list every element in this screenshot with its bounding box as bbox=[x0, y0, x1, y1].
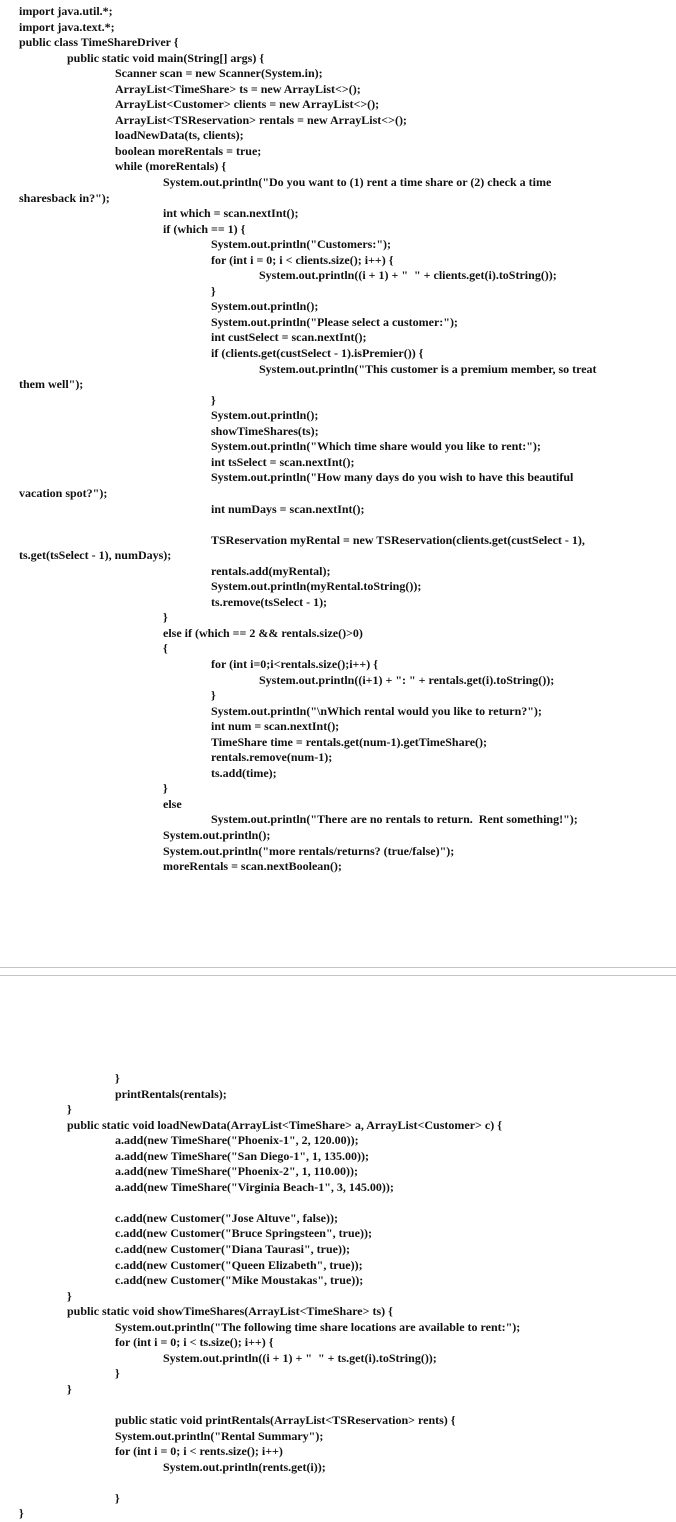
code-line: System.out.println((i + 1) + " " + ts.get(i).toString()); bbox=[163, 1350, 437, 1365]
code-line: ArrayList<Customer> clients = new ArrayList<>(); bbox=[115, 97, 380, 112]
code-line: c.add(new Customer("Queen Elizabeth", true)); bbox=[115, 1257, 363, 1272]
code-line: import java.util.*; bbox=[19, 4, 113, 18]
blank-line bbox=[0, 517, 676, 533]
code-line: else if (which == 2 && rentals.size()>0) bbox=[163, 625, 363, 640]
code-line: if (clients.get(custSelect - 1).isPremier()) { bbox=[211, 346, 424, 361]
code-line: a.add(new TimeShare("Phoenix-1", 2, 120.00)); bbox=[115, 1133, 359, 1148]
code-line: System.out.println(); bbox=[211, 299, 319, 314]
code-line: } bbox=[115, 1366, 120, 1381]
code-line: System.out.println("The following time share locations are available to rent:"); bbox=[115, 1319, 521, 1334]
code-line: public static void main(String[] args) { bbox=[67, 50, 265, 65]
code-line: System.out.println((i+1) + ": " + rentals.get(i).toString()); bbox=[259, 672, 555, 687]
code-line: System.out.println("How many days do you wish to have this beautiful bbox=[211, 470, 574, 485]
code-line: } bbox=[211, 283, 216, 298]
code-line: TSReservation myRental = new TSReservation(clients.get(custSelect - 1), bbox=[211, 532, 585, 547]
code-line: a.add(new TimeShare("Virginia Beach-1", 3, 145.00)); bbox=[115, 1179, 394, 1194]
code-line: System.out.println(myRental.toString()); bbox=[211, 579, 422, 594]
code-line: if (which == 1) { bbox=[163, 221, 246, 236]
code-line: ts.remove(tsSelect - 1); bbox=[211, 594, 328, 609]
code-line: } bbox=[115, 1490, 120, 1505]
code-line: } bbox=[163, 610, 168, 625]
code-line: ArrayList<TimeShare> ts = new ArrayList<>(); bbox=[115, 81, 361, 96]
code-line: boolean moreRentals = true; bbox=[115, 143, 262, 158]
code-line: while (moreRentals) { bbox=[115, 159, 227, 174]
code-line: System.out.println("This customer is a premium member, so treat bbox=[259, 361, 597, 376]
code-line: c.add(new Customer("Bruce Springsteen", true)); bbox=[115, 1226, 372, 1241]
code-line: System.out.println("Do you want to (1) rent a time share or (2) check a time bbox=[163, 175, 552, 190]
code-line: System.out.println("more rentals/returns? (true/false)"); bbox=[163, 843, 455, 858]
code-line: else bbox=[163, 796, 182, 811]
code-line: ArrayList<TSReservation> rentals = new ArrayList<>(); bbox=[115, 112, 407, 127]
code-line: c.add(new Customer("Jose Altuve", false)); bbox=[115, 1210, 338, 1225]
page-separator bbox=[0, 975, 676, 976]
code-line: int which = scan.nextInt(); bbox=[163, 206, 299, 221]
code-line: System.out.println("Customers:"); bbox=[211, 237, 391, 252]
code-line: int custSelect = scan.nextInt(); bbox=[211, 330, 367, 345]
code-line: } bbox=[211, 392, 216, 407]
code-line: } bbox=[163, 781, 168, 796]
code-line: sharesback in?"); bbox=[19, 190, 110, 205]
code-line: c.add(new Customer("Diana Taurasi", true)); bbox=[115, 1242, 350, 1257]
blank-line bbox=[0, 1397, 676, 1413]
code-line: rentals.remove(num-1); bbox=[211, 750, 333, 765]
blank-line bbox=[0, 1475, 676, 1491]
code-line: public class TimeShareDriver { bbox=[19, 35, 179, 50]
code-line: import java.text.*; bbox=[19, 19, 115, 34]
code-line: int num = scan.nextInt(); bbox=[211, 719, 340, 734]
code-line: System.out.println(); bbox=[211, 408, 319, 423]
code-line: TimeShare time = rentals.get(num-1).getTimeShare(); bbox=[211, 734, 488, 749]
code-line: public static void printRentals(ArrayList<TSReservation> rents) { bbox=[115, 1413, 456, 1428]
code-line: Scanner scan = new Scanner(System.in); bbox=[115, 66, 323, 81]
code-line: a.add(new TimeShare("San Diego-1", 1, 135.00)); bbox=[115, 1148, 369, 1163]
code-line: System.out.println("There are no rentals to return. Rent something!"); bbox=[211, 812, 578, 827]
code-line: System.out.println((i + 1) + " " + clients.get(i).toString()); bbox=[259, 268, 557, 283]
code-line: for (int i=0;i<rentals.size();i++) { bbox=[211, 656, 378, 671]
code-line: } bbox=[211, 688, 216, 703]
page-separator bbox=[0, 967, 676, 968]
code-line: printRentals(rentals); bbox=[115, 1086, 227, 1101]
code-line: public static void showTimeShares(ArrayList<TimeShare> ts) { bbox=[67, 1304, 393, 1319]
code-line: public static void loadNewData(ArrayList<TimeShare> a, ArrayList<Customer> c) { bbox=[67, 1117, 502, 1132]
code-line: } bbox=[67, 1102, 72, 1117]
code-line: } bbox=[67, 1381, 72, 1396]
code-line: a.add(new TimeShare("Phoenix-2", 1, 110.00)); bbox=[115, 1164, 358, 1179]
code-line: moreRentals = scan.nextBoolean(); bbox=[163, 859, 342, 874]
code-line: loadNewData(ts, clients); bbox=[115, 128, 244, 143]
code-line: } bbox=[19, 1506, 24, 1521]
code-line: System.out.println("\nWhich rental would you like to return?"); bbox=[211, 703, 542, 718]
code-line: for (int i = 0; i < clients.size(); i++) { bbox=[211, 252, 394, 267]
code-line: System.out.println(); bbox=[163, 827, 271, 842]
code-line: int numDays = scan.nextInt(); bbox=[211, 501, 365, 516]
code-line: int tsSelect = scan.nextInt(); bbox=[211, 454, 355, 469]
code-line: { bbox=[163, 641, 168, 656]
code-line: c.add(new Customer("Mike Moustakas", true)); bbox=[115, 1273, 364, 1288]
code-line: rentals.add(myRental); bbox=[211, 563, 331, 578]
code-page-2 bbox=[0, 1071, 676, 1522]
code-line: showTimeShares(ts); bbox=[211, 423, 319, 438]
code-line: ts.get(tsSelect - 1), numDays); bbox=[19, 548, 172, 563]
code-line: for (int i = 0; i < rents.size(); i++) bbox=[115, 1444, 283, 1459]
blank-line bbox=[0, 1195, 676, 1211]
code-line: System.out.println("Which time share would you like to rent:"); bbox=[211, 439, 541, 454]
code-line: vacation spot?"); bbox=[19, 485, 108, 500]
code-line: System.out.println(rents.get(i)); bbox=[163, 1459, 326, 1474]
code-line: System.out.println("Please select a customer:"); bbox=[211, 314, 458, 329]
code-line: } bbox=[115, 1071, 120, 1085]
code-line: for (int i = 0; i < ts.size(); i++) { bbox=[115, 1335, 274, 1350]
code-line: them well"); bbox=[19, 377, 84, 392]
code-page-1 bbox=[0, 4, 676, 875]
code-line: System.out.println("Rental Summary"); bbox=[115, 1428, 324, 1443]
code-line: ts.add(time); bbox=[211, 765, 277, 780]
code-line: } bbox=[67, 1288, 72, 1303]
